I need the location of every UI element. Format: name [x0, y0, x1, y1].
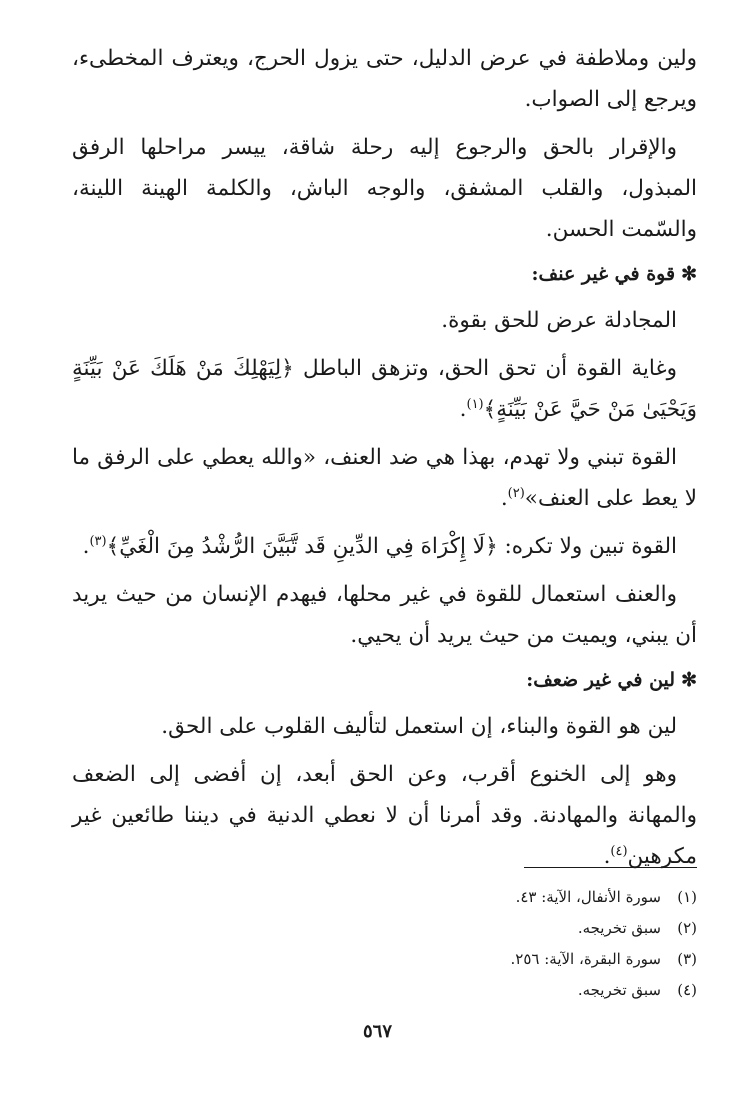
footnote-ref-2: (٢) [507, 485, 525, 501]
footnote-number: (١) [677, 888, 697, 906]
paragraph-aim-of-strength [72, 348, 697, 430]
footnote-number: (٢) [677, 919, 697, 937]
limits-end: . [603, 844, 611, 869]
footnote-ref-4: (٤) [610, 843, 628, 859]
footnote-ref-1: (١) [466, 396, 484, 412]
aim-text: وغاية القوة أن تحق الحق، وتزهق الباطل [303, 356, 678, 381]
page-body [72, 38, 697, 884]
footnote-number: (٤) [677, 981, 697, 999]
bullet-star-icon: ✻ [681, 669, 697, 691]
footnote-item [277, 913, 697, 944]
quran-verse-baqara: ﴿لَا إِكْرَاهَ فِي الدِّينِ قَد تَّبَيَّنَ الرُّشْدُ مِنَ الْغَيِّ﴾ [106, 534, 498, 559]
clarifies-text: القوة تبين ولا تكره: [504, 534, 677, 559]
footnote-item [277, 975, 697, 1006]
paragraph-clarifies-not-compels [72, 526, 697, 567]
paragraph-violence: والعنف استعمال للقوة في غير محلها، فيهدم الإنسان من حيث يريد أن يبني، ويميت من حيث يريد أن يحيي. [72, 582, 697, 648]
paragraph-definition: المجادلة عرض للحق بقوة. [441, 308, 677, 333]
footnote-text: سبق تخريجه. [577, 981, 661, 999]
footnote-separator [524, 867, 697, 868]
paragraph-softness-definition: لين هو القوة والبناء، إن استعمل لتأليف القلوب على الحق. [161, 714, 677, 739]
section-heading-softness [72, 663, 697, 697]
footnotes [277, 882, 697, 1006]
paragraph-builds-not-destroys [72, 437, 697, 519]
paragraph-2: والإقرار بالحق والرجوع إليه رحلة شاقة، ييسر مراحلها الرفق المبذول، والقلب المشفق، والوجه الباش، والكلمة الهينة اللينة، والسّمت الحسن. [72, 135, 697, 242]
limits-text: وهو إلى الخنوع أقرب، وعن الحق أبعد، إن أفضى إلى الضعف والمهانة والمهادنة. وقد أمرنا أن لا نعطي الدنية في ديننا طائعين غير مكرهين [72, 762, 697, 869]
footnote-item [277, 882, 697, 913]
footnote-number: (٣) [677, 950, 697, 968]
bullet-star-icon: ✻ [681, 263, 697, 285]
quran-verse-anfal: ﴿لِيَهْلِكَ مَنْ هَلَكَ عَنْ بَيِّنَةٍ وَيَحْيَىٰ مَنْ حَيَّ عَنْ بَيِّنَةٍ﴾ [72, 356, 697, 422]
heading-strength-text: قوة في غير عنف: [531, 263, 676, 285]
clarifies-end: . [82, 534, 90, 559]
heading-softness-text: لين في غير ضعف: [526, 669, 676, 691]
page-number: ٥٦٧ [362, 1021, 392, 1042]
footnote-text: سبق تخريجه. [577, 919, 661, 937]
footnote-text: سورة البقرة، الآية: ٢٥٦. [510, 950, 661, 968]
paragraph-1: ولين وملاطفة في عرض الدليل، حتى يزول الحرج، ويعترف المخطىء، ويرجع إلى الصواب. [72, 46, 697, 112]
paragraph-softness-limits [72, 754, 697, 877]
footnote-text: سورة الأنفال، الآية: ٤٣. [515, 888, 661, 906]
footnote-ref-3: (٣) [89, 533, 107, 549]
footnote-item [277, 944, 697, 975]
aim-end: . [459, 397, 467, 422]
builds-end: . [500, 486, 508, 511]
builds-text: القوة تبني ولا تهدم، بهذا هي ضد العنف، «والله يعطي على الرفق ما لا يعط على العنف» [72, 445, 697, 511]
section-heading-strength [72, 257, 697, 291]
